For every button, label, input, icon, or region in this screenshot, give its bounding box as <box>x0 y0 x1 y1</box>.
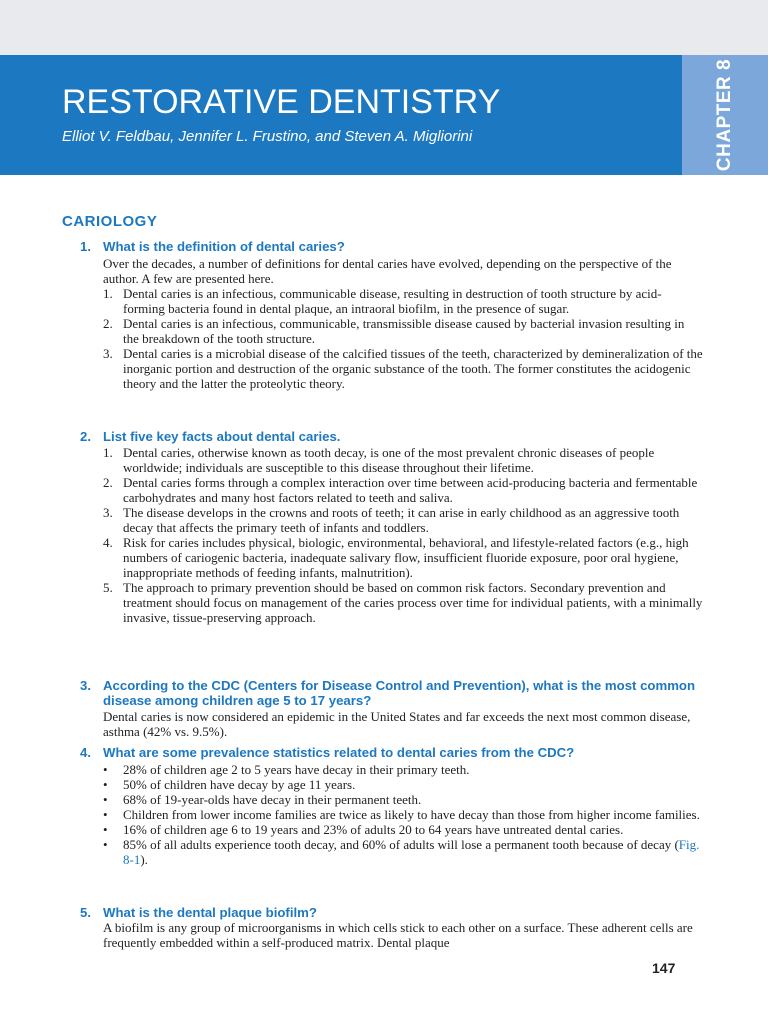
answer-list-2 <box>103 445 703 625</box>
question-5 <box>80 905 720 920</box>
section-heading: CARIOLOGY <box>62 213 158 230</box>
list-item: 5. The approach to primary prevention should be based on common risk factors. Secondary prevention and treatment should focus on management of the caries process over time for individual patients, with a minimally invasive, tissue-preserving approach. <box>103 580 703 625</box>
list-item: 1. Dental caries, otherwise known as tooth decay, is one of the most prevalent chronic diseases of people worldwide; individuals are susceptible to this disease throughout their lifetime. <box>103 445 655 475</box>
list-item: • 16% of children age 6 to 19 years and 23% of adults 20 to 64 years have untreated dental caries. <box>103 822 624 837</box>
figure-reference-link[interactable]: Fig. 8-1 <box>123 837 700 867</box>
question-text: What are some prevalence statistics related to dental caries from the CDC? <box>103 745 575 760</box>
list-item: 3. The disease develops in the crowns and roots of teeth; it can arise in early childhood as an aggressive tooth decay that affects the primary teeth of infants and toddlers. <box>103 505 680 535</box>
question-number: 5. <box>80 905 91 920</box>
answer-3: Dental caries is now considered an epidemic in the United States and far exceeds the next most common disease, asthma (42% vs. 9.5%). <box>103 709 691 739</box>
page-number: 147 <box>652 960 676 976</box>
list-item: 2. Dental caries forms through a complex interaction over time between acid-producing bacteria and fermentable carbohydrates and many host factors related to teeth and saliva. <box>103 475 698 505</box>
list-item: 4. Risk for caries includes physical, biologic, environmental, behavioral, and lifestyle-related factors (e.g., high numbers of cariogenic bacteria, inadequate salivary flow, insufficient fluoride exposure, poor oral hygiene, inappropriate methods of feeding infants, malnutrition). <box>103 535 689 580</box>
list-item: 1. Dental caries is an infectious, communicable disease, resulting in destruction of tooth structure by acid-forming bacteria found in dental plaque, an intraoral biofilm, in the presence of sugar. <box>103 286 662 316</box>
top-margin-bar <box>0 0 768 55</box>
question-text: What is the definition of dental caries? <box>103 239 345 254</box>
answer-intro: Over the decades, a number of definitions for dental caries have evolved, depending on the perspective of the author. A few are presented here. <box>103 256 672 286</box>
list-item: • 68% of 19-year-olds have decay in their permanent teeth. <box>103 792 422 807</box>
question-text: What is the dental plaque biofilm? <box>103 905 317 920</box>
chapter-tab <box>682 55 768 175</box>
question-number: 1. <box>80 239 91 254</box>
answer-list-1 <box>103 286 703 391</box>
chapter-title: RESTORATIVE DENTISTRY <box>62 83 501 121</box>
list-item: • 50% of children have decay by age 11 years. <box>103 777 356 792</box>
list-item: 3. Dental caries is a microbial disease of the calcified tissues of the teeth, characterized by demineralization of the inorganic portion and destruction of the organic substance of the tooth. The former constitutes the acidogenic theory and the latter the proteolytic theory. <box>103 346 703 391</box>
list-item: • 85% of all adults experience tooth decay, and 60% of adults will lose a permanent tooth because of decay (Fig. 8-1). <box>103 837 700 867</box>
statistics-list <box>103 762 703 867</box>
question-number: 4. <box>80 745 91 760</box>
question-1 <box>80 239 720 254</box>
question-4 <box>80 745 720 760</box>
list-item: 2. Dental caries is an infectious, communicable, transmissible disease caused by bacterial invasion resulting in the breakdown of the tooth structure. <box>103 316 685 346</box>
answer-5: A biofilm is any group of microorganisms in which cells stick to each other on a surface. These adherent cells are frequently embedded within a self-produced matrix. Dental plaque <box>103 920 693 950</box>
question-number: 3. <box>80 678 91 693</box>
list-item: • 28% of children age 2 to 5 years have decay in their primary teeth. <box>103 762 470 777</box>
question-3 <box>80 678 720 708</box>
question-text: List five key facts about dental caries. <box>103 429 341 444</box>
chapter-authors: Elliot V. Feldbau, Jennifer L. Frustino, and Steven A. Migliorini <box>62 128 473 145</box>
question-number: 2. <box>80 429 91 444</box>
question-2 <box>80 429 720 444</box>
list-item: • Children from lower income families are twice as likely to have decay than those from higher income families. <box>103 807 700 822</box>
question-text: According to the CDC (Centers for Disease Control and Prevention), what is the most common disease among children age 5 to 17 years? <box>103 678 696 708</box>
chapter-label: CHAPTER 8 <box>714 58 735 172</box>
